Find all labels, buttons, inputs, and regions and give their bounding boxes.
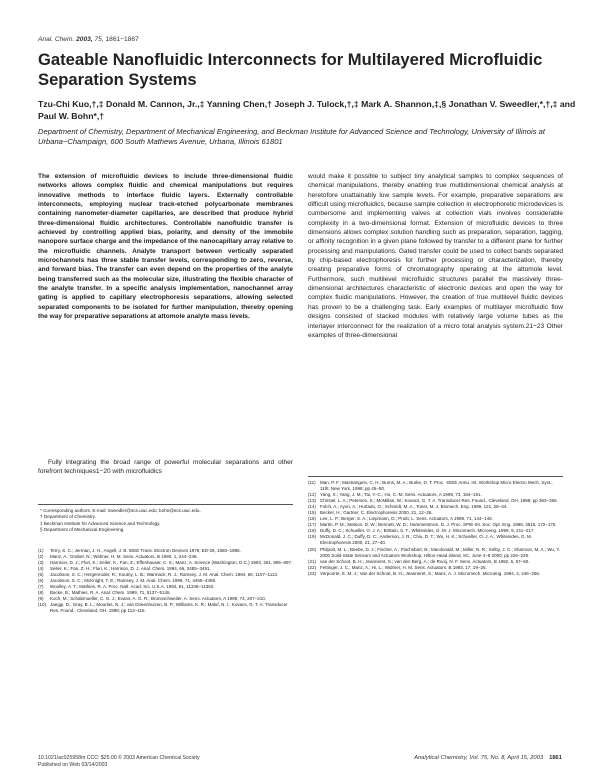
footnote: § Department of Mechanical Engineering.: [40, 526, 125, 532]
abstract: The extension of microfluidic devices to include three-dimensional fluidic networks allows complex fluidic and chemical manipulations but requires innovative methods to interface fluidic layers. Externally controllable interconnects, employing nuclear track-etched polycarbonate membranes containing nanometer-diameter capillaries, are described that produce hybrid three-dimensional fluidic architectures. Controllable nanofluidic transfer is achieved by controlling applied bias, polarity, and density of the immobile nanopore surface charge and the impedance of the nanocapillary array relative to the microfluidic channels. Analyte transport between vertically separated microchannels has three stable transfer levels, corresponding to zero, reverse, and forward bias. The transfer can even depend on the properties of the analyte being transferred such as the molecular size, illustrating the flexible character of the analyte transfer. In a specific analysis implementation, nanochannel array gating is applied to capillary electrophoresis separations, allowing selected separated components to be isolated for further manipulation, thereby opening the way for preparative separations at attomole analyte mass levels.: [38, 173, 293, 321]
reference-item: [308, 534, 563, 546]
author-list: Tzu-Chi Kuo,†,‡ Donald M. Cannon, Jr.,‡ Yanning Chen,† Joseph J. Tulock,†,‡ Mark A. Shannon,‡,§ Jonathan V. Sweedler,*,†,‡ and Paul W. Bohn*,†: [38, 99, 576, 121]
reference-text: Becker, H.; Gartner, C. Electrophoresis 2000, 21, 12−26.: [320, 510, 433, 516]
reference-text: Jacobson, S. C.; Hergenroder, R.; Koutny, L. B.; Warmack, R. J.; Ramsey, J. M. Anal. Chem. 1994, 66, 1107−1113.: [50, 572, 279, 578]
reference-text: Folch, A.; Ayon, A.; Hurtado, O.; Schmidt, M. A.; Toner, M. J. Biomech. Eng. 1999, 121, 28−34.: [320, 504, 508, 510]
reference-number: (13): [308, 498, 317, 504]
reference-number: (10): [38, 602, 47, 608]
journal-citation: [38, 36, 139, 43]
reference-divider: [308, 476, 563, 477]
reference-number: (15): [308, 510, 317, 516]
reference-number: (21): [308, 558, 317, 564]
reference-text: Manz, A.; Graber, N.; Widmer, H. M. Sens. Actuators, B 1990, 1, 244−248.: [50, 554, 198, 560]
footnote: ‡ Beckman Institute for Advanced Science and Technology.: [40, 520, 161, 526]
reference-text: Terry, S. C.; Jerman, J. H.; Angell, J. B. IEEE Trans. Electron Devices 1979, ED-26, 1880−1886.: [50, 548, 241, 553]
page-number: 1861: [549, 755, 562, 761]
reference-text: Seiler, K.; Fan, Z. H.; Fluri, K.; Harrison, D. J. Anal. Chem. 1994, 66, 3485−3491.: [50, 566, 211, 572]
reference-text: van der Schoot, B. H.; Jeanneret, S.; van den Berg, A.; de Rooij, N. F. Sens. Actuators, B 1992, 6, 57−60.: [320, 558, 530, 564]
affiliation: Department of Chemistry, Department of Mechanical Engineering, and Beckman Institute for Advanced Science and Technology, University of Illinois at Urbana−Champaign, 600 South Mathews Avenue, Urbana, Illinois 61801: [38, 127, 545, 147]
journal-volume: 75,: [94, 36, 104, 43]
reference-number: (2): [38, 554, 44, 560]
reference-item: [38, 602, 293, 614]
reference-number: (3): [38, 560, 44, 566]
page-footer: [414, 755, 562, 761]
reference-number: (16): [308, 516, 317, 522]
reference-text: Verpoorte, E. M. J.; Van der Schoot, B. H.; Jeanneret, S.; Manz, A. J. Micromech. Microeng. 1994, 4, 246−256.: [320, 570, 541, 576]
reference-text: Harrison, D. J.; Fluri, K.; Seiler, K.; Fan, Z.; Effenhauser, C. S.; Manz, A. Science (Washington, D.C.) 1993, 261, 895−897.: [50, 560, 293, 566]
reference-text: Jacobson, S. C.; McKnight, T. E.; Ramsey, J. M. Anal. Chem. 1999, 71, 4455−4459.: [50, 578, 217, 584]
reference-text: Koch, M.; Schabmueller, C. G. J.; Evans, A. G. R.; Brunnschweiler, A. Sens. Actuators, A 1999, 74, 207−210.: [50, 596, 266, 602]
reference-text: Jaeggi, D.; Gray, B. L.; Mourlas, N. J.; van Drieenhuizen, B. P.; Williams, K. R.; Maluf, N. I.; Kovacs, G. T. A. Transducer Res. Found., Cleveland, OH, 1998; pp 112−115.: [50, 602, 288, 614]
reference-number: (7): [38, 584, 44, 590]
reference-item: [308, 571, 563, 577]
reference-item: [308, 480, 563, 492]
reference-number: (22): [308, 564, 317, 570]
reference-text: McDonald, J. C.; Duffy, D. C.; Anderson, J. R.; Chiu, D. T.; Wu, H. K.; Schueller, O. J. A.; Whitesides, G. M. Electrophoresis 2000, 21, 27−40.: [320, 534, 532, 546]
journal-footer-line: Analytical Chemistry, Vol. 75, No. 8, April 15, 2003: [414, 755, 544, 761]
paper-title: Gateable Nanofluidic Interconnects for Multilayered Microfluidic Separation Systems: [38, 50, 543, 89]
footnotes: [38, 508, 293, 533]
intro-paragraph: Fully integrating the broad range of powerful molecular separations and other forefront techniques1−20 with microfluidics: [38, 459, 293, 476]
footnote-divider: [38, 504, 293, 505]
reference-text: Martin, P. M.; Matson, D. W.; Bennett, W. D.; Hammerstrom, D. J. Proc. SPIE-Int. Soc. Opt. Eng. 1998, 3515, 172−176.: [320, 522, 557, 528]
reference-text: Yang, X.; Yang, J. M.; Tai, Y.-C.; Ho, C.-M. Sens. Actuators, A 1999, 73, 184−191.: [320, 492, 482, 498]
reference-item: [308, 547, 563, 559]
reference-number: (12): [308, 492, 317, 498]
reference-number: (4): [38, 566, 44, 572]
footnote: † Department of Chemistry.: [40, 514, 96, 520]
journal-name: Anal. Chem.: [38, 36, 75, 43]
reference-number: (5): [38, 572, 44, 578]
reference-number: (1): [38, 548, 44, 553]
reference-text: Fettinger, J. C.; Manz, A.; Hi, L.; Widmer, H. M. Sens. Actuators, B 1993, 17, 19−25.: [320, 564, 487, 570]
published-line: Published on Web 03/14/2003: [38, 762, 108, 768]
reference-number: (6): [38, 578, 44, 584]
reference-number: (9): [38, 596, 44, 602]
journal-year: 2003,: [76, 36, 93, 43]
reference-text: Man, P. F.; Mastrangelo, C. H.; Burns, M. A.; Burke, D. T. Proc. -IEEE Annu. Int. Workshop Micro Electro Mech. Syst., 11th; New York, 1998; pp 45−50.: [320, 480, 553, 492]
reference-number: (8): [38, 590, 44, 596]
reference-number: (20): [308, 546, 317, 552]
reference-text: Christel, L. A.; Petersen, K.; McMillan, W.; Kovacs, G. T. A. Transducer Res. Found., Cleveland, OH, 1998; pp 363−366.: [320, 498, 558, 504]
reference-number: (23): [308, 570, 317, 576]
reference-text: Woolley, A. T.; Mathies, R. A. Proc. Natl. Acad. Sci. U.S.A. 1994, 91, 11348−11352.: [50, 584, 215, 590]
reference-list-right: [308, 480, 563, 577]
reference-number: (17): [308, 522, 317, 528]
reference-number: (19): [308, 534, 317, 540]
reference-text: Lee, L. P.; Berger, S. A.; Liepmann, D.; Pruitt, L. Sens. Actuators, A 1998, 71, 144−149.: [320, 516, 493, 522]
reference-number: (18): [308, 528, 317, 534]
reference-number: (14): [308, 504, 317, 510]
doi-block: [38, 755, 200, 769]
doi-line: 10.1021/ac025958m CCC: $25.00 © 2003 American Chemical Society: [38, 755, 200, 761]
reference-text: Philpott, M. L.; Beebe, D. J.; Fischer, A.; Flachsbart, B.; Macdonald, M.; Miller, N. R.; Selby, J. C.; Shannon, M. A.; Wu, Y. 2000 Solid-State Sensors and Actuators Workshop; Hilton Head Island, SC, June 4−8 2000; pp 226−229.: [320, 546, 561, 558]
body-text-right: would make it possible to subject tiny analytical samples to complex sequences of chemical manipulations, thereby enabling true multidimensional chemical analysis at heretofore unattainably low sample levels. For example, preparative separations are difficult using microfluidics, because sample collection in electrophoretic microdevices is cumbersome and implementing valves at collection vials involves considerable complexity in a two-dimensional format. Extension of microfluidic devices to three dimensions allows complex solution handling such as preparation, separation, tagging, or affinity recognition in a given plane followed by transfer to a different plane for further processing and manipulations. Gated transfer could be used to collect bands separated by chip-based electrophoresis for further processing or characterization, thereby creating preparative forms of chromatography operating at the attomole level. Furthermore, such multilevel microfluidic structures parallel the massively three-dimensional architectures characteristic of electronic devices and open the way for complex fluidic manipulations. However, the creation of true multilevel fluidic devices has proven to be a challenging task. Early examples of multilayer microfluidic flow designs consisted of stacked modules with relatively large volume tubes as the interlayer interconnect for the realization of a micro total analysis system.21−23 Other examples of three-dimensional: [308, 173, 563, 339]
reference-text: Backe, B.; Mathies, R. A. Anal. Chem. 1999, 71, 5137−5145.: [50, 590, 171, 596]
reference-number: (11): [308, 480, 316, 485]
footnote: * Corresponding authors. E-mail: sweedler@scs.uiuc.edu; bohn@scs.uiuc.edu.: [40, 508, 201, 513]
journal-pages: 1861−1867: [105, 36, 139, 43]
reference-text: Duffy, D. C.; Schueller, O. J. A.; Brittain, S. T.; Whitesides, G. M. J. Micromech. Microeng. 1999, 9, 211−217.: [320, 528, 535, 534]
reference-list-left: [38, 548, 293, 615]
